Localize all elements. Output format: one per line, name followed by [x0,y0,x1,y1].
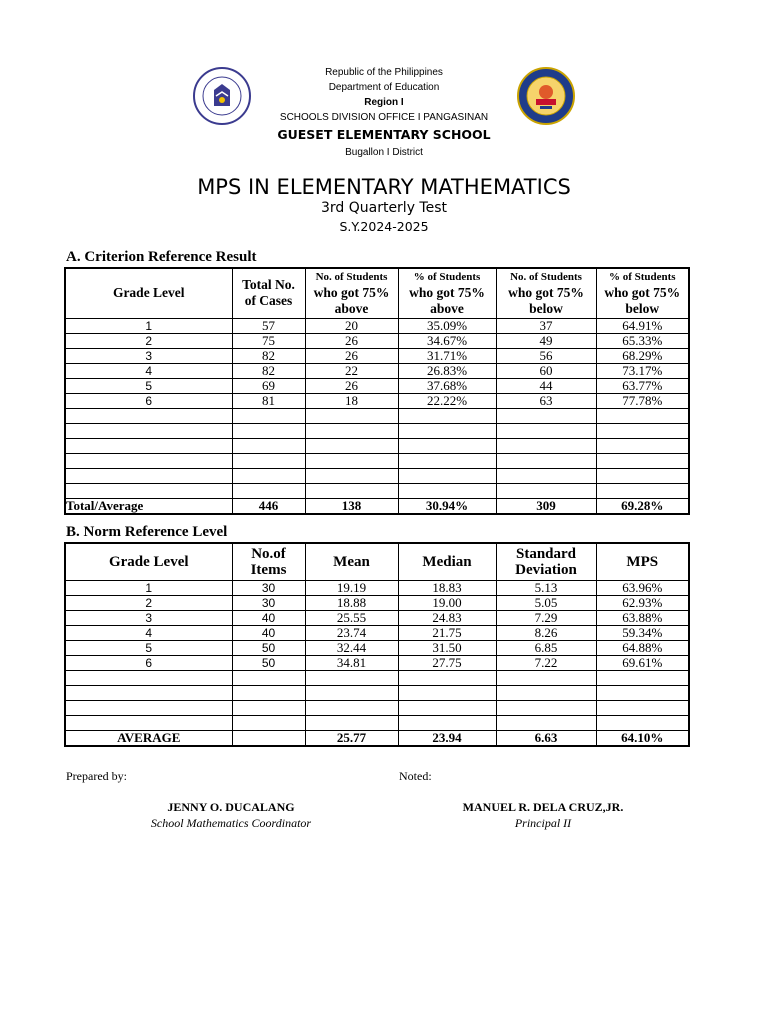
empty-row [65,685,689,700]
total-above: 138 [305,498,398,514]
col-grade-level: Grade Level [65,268,232,318]
table-row [65,318,689,333]
empty-row [65,670,689,685]
header-region: Region I [364,97,404,108]
preparer-name: JENNY O. DUCALANG [167,800,295,814]
empty-row [65,438,689,453]
cell-sd: 5.05 [496,595,596,610]
cell-pct-below: 77.78% [596,393,689,408]
cell-empty [596,453,689,468]
cell-mps: 62.93% [596,595,689,610]
cell-cases: 75 [232,333,305,348]
col-pct-below-b: who got 75% [604,284,681,300]
cell-pct-above: 31.71% [398,348,496,363]
cell-below: 60 [496,363,596,378]
cell-empty [398,438,496,453]
cell-empty [232,715,305,730]
col-no-above [305,268,398,318]
total-label: Total/Average [65,498,232,514]
cell-empty [305,468,398,483]
col-pct-below-a: % of Students [608,270,676,283]
cell-empty [496,700,596,715]
cell-empty [305,408,398,423]
noter-name: MANUEL R. DELA CRUZ,JR. [462,800,624,814]
cell-below: 63 [496,393,596,408]
cell-grade: 3 [65,610,232,625]
cell-pct-below: 65.33% [596,333,689,348]
cell-empty [65,468,232,483]
table-row [65,655,689,670]
cell-empty [65,670,232,685]
total-below: 309 [496,498,596,514]
table-row [65,378,689,393]
cell-median: 19.00 [398,595,496,610]
cell-grade: 5 [65,378,232,393]
section-a-heading: A. Criterion Reference Result [66,249,257,265]
cell-mean: 34.81 [305,655,398,670]
cell-empty [398,670,496,685]
header-department: Department of Education [328,82,440,93]
col-sd-b: Deviation [515,561,577,578]
table-row [65,625,689,640]
cell-empty [305,453,398,468]
cell-empty [232,438,305,453]
cell-pct-below: 73.17% [596,363,689,378]
cell-pct-below: 63.77% [596,378,689,393]
table-row [65,595,689,610]
cell-below: 37 [496,318,596,333]
prepared-by-label: Prepared by: [66,769,127,783]
cell-empty [65,423,232,438]
cell-above: 26 [305,348,398,363]
cell-empty [232,685,305,700]
cell-empty [65,453,232,468]
cell-empty [398,715,496,730]
cell-cases: 69 [232,378,305,393]
col-pct-above-c: above [430,300,464,316]
norm-table [64,542,690,747]
cell-grade: 6 [65,655,232,670]
cell-cases: 82 [232,348,305,363]
cell-pct-above: 22.22% [398,393,496,408]
col-no-below-a: No. of Students [510,270,582,283]
cell-empty [496,670,596,685]
col-no-below-c: below [529,300,563,316]
col-sd-a: Standard [515,545,577,562]
criterion-header-row [65,268,689,318]
average-sd: 6.63 [496,730,596,746]
col-total-a: Total No. [242,277,295,293]
cell-empty [232,408,305,423]
cell-empty [305,715,398,730]
cell-mps: 69.61% [596,655,689,670]
cell-empty [305,423,398,438]
cell-empty [65,483,232,498]
cell-below: 56 [496,348,596,363]
page-subtitle: 3rd Quarterly Test [320,200,448,216]
norm-average-row [65,730,689,746]
cell-mean: 25.55 [305,610,398,625]
cell-empty [398,453,496,468]
cell-above: 26 [305,378,398,393]
criterion-total-row [65,498,689,514]
col-no-above-b: who got 75% [313,284,390,300]
col-pct-above-a: % of Students [413,270,481,283]
cell-grade: 1 [65,318,232,333]
table-row [65,393,689,408]
cell-grade: 4 [65,363,232,378]
cell-items: 50 [232,640,305,655]
cell-empty [232,468,305,483]
cell-empty [305,438,398,453]
empty-row [65,453,689,468]
cell-mean: 18.88 [305,595,398,610]
section-b-heading: B. Norm Reference Level [66,524,228,540]
cell-grade: 4 [65,625,232,640]
total-cases: 446 [232,498,305,514]
cell-empty [596,685,689,700]
cell-empty [398,468,496,483]
cell-empty [232,423,305,438]
col-items-b: Items [250,561,287,578]
header-republic: Republic of the Philippines [325,67,443,78]
total-pct-above: 30.94% [398,498,496,514]
col-total-cases [232,268,305,318]
cell-empty [596,715,689,730]
cell-grade: 6 [65,393,232,408]
cell-mean: 23.74 [305,625,398,640]
cell-above: 26 [305,333,398,348]
cell-mean: 32.44 [305,640,398,655]
col-no-below [496,268,596,318]
col-pct-below-c: below [625,300,660,316]
cell-empty [596,438,689,453]
cell-empty [305,670,398,685]
col-mean: Mean [305,543,398,580]
cell-items: 30 [232,580,305,595]
noted-label: Noted: [399,769,432,783]
cell-sd: 6.85 [496,640,596,655]
table-row [65,333,689,348]
cell-pct-above: 26.83% [398,363,496,378]
cell-pct-below: 68.29% [596,348,689,363]
empty-row [65,483,689,498]
cell-empty [65,715,232,730]
average-mps: 64.10% [596,730,689,746]
empty-row [65,468,689,483]
cell-cases: 81 [232,393,305,408]
cell-empty [232,483,305,498]
cell-median: 27.75 [398,655,496,670]
cell-empty [65,700,232,715]
cell-above: 20 [305,318,398,333]
col-grade-level: Grade Level [65,543,232,580]
cell-empty [496,438,596,453]
cell-mean: 19.19 [305,580,398,595]
cell-empty [398,685,496,700]
cell-sd: 8.26 [496,625,596,640]
empty-row [65,715,689,730]
cell-empty [496,685,596,700]
cell-pct-above: 34.67% [398,333,496,348]
cell-median: 24.83 [398,610,496,625]
col-mps: MPS [596,543,689,580]
cell-grade: 1 [65,580,232,595]
cell-empty [496,408,596,423]
cell-items: 40 [232,610,305,625]
col-total-b: of Cases [244,293,293,309]
cell-empty [65,408,232,423]
cell-mps: 63.88% [596,610,689,625]
school-name: GUESET ELEMENTARY SCHOOL [277,127,491,142]
cell-items: 40 [232,625,305,640]
cell-empty [596,700,689,715]
page-title: MPS IN ELEMENTARY MATHEMATICS [197,175,571,199]
cell-pct-below: 64.91% [596,318,689,333]
cell-empty [305,483,398,498]
cell-empty [496,423,596,438]
cell-median: 18.83 [398,580,496,595]
table-row [65,610,689,625]
cell-median: 31.50 [398,640,496,655]
table-row [65,580,689,595]
cell-empty [232,670,305,685]
col-no-above-a: No. of Students [315,270,388,283]
col-no-below-b: who got 75% [508,284,584,300]
empty-row [65,408,689,423]
cell-mps: 64.88% [596,640,689,655]
table-row [65,348,689,363]
table-row [65,363,689,378]
cell-empty [232,453,305,468]
norm-header-row [65,543,689,580]
criterion-table [64,267,690,515]
cell-above: 22 [305,363,398,378]
cell-empty [398,483,496,498]
cell-sd: 7.29 [496,610,596,625]
cell-mps: 63.96% [596,580,689,595]
col-items [232,543,305,580]
cell-median: 21.75 [398,625,496,640]
average-mean: 25.77 [305,730,398,746]
cell-above: 18 [305,393,398,408]
table-row [65,640,689,655]
cell-sd: 7.22 [496,655,596,670]
noter-title: Principal II [514,816,572,830]
cell-empty [496,483,596,498]
cell-empty [398,700,496,715]
cell-pct-above: 37.68% [398,378,496,393]
cell-empty [305,700,398,715]
header-district: Bugallon I District [345,147,423,158]
empty-row [65,423,689,438]
col-pct-above-b: who got 75% [409,284,485,300]
preparer-title: School Mathematics Coordinator [150,816,312,830]
cell-empty [398,408,496,423]
cell-grade: 2 [65,595,232,610]
cell-empty [596,423,689,438]
col-pct-below [596,268,689,318]
col-no-above-c: above [334,300,369,316]
cell-pct-above: 35.09% [398,318,496,333]
cell-empty [65,685,232,700]
average-items [232,730,305,746]
cell-sd: 5.13 [496,580,596,595]
cell-empty [596,483,689,498]
cell-cases: 57 [232,318,305,333]
col-sd [496,543,596,580]
col-items-a: No.of [251,545,286,562]
cell-empty [496,468,596,483]
cell-empty [596,670,689,685]
cell-empty [596,408,689,423]
average-median: 23.94 [398,730,496,746]
col-median: Median [398,543,496,580]
empty-row [65,700,689,715]
cell-grade: 2 [65,333,232,348]
cell-empty [496,715,596,730]
cell-empty [496,453,596,468]
cell-empty [232,700,305,715]
col-pct-above [398,268,496,318]
cell-empty [398,423,496,438]
cell-grade: 5 [65,640,232,655]
cell-grade: 3 [65,348,232,363]
cell-empty [305,685,398,700]
cell-below: 49 [496,333,596,348]
cell-below: 44 [496,378,596,393]
school-year: S.Y.2024-2025 [339,219,429,234]
cell-empty [65,438,232,453]
header-division: SCHOOLS DIVISION OFFICE I PANGASINAN [279,112,489,123]
average-label: AVERAGE [65,730,232,746]
cell-cases: 82 [232,363,305,378]
cell-items: 30 [232,595,305,610]
cell-items: 50 [232,655,305,670]
total-pct-below: 69.28% [596,498,689,514]
cell-empty [596,468,689,483]
cell-mps: 59.34% [596,625,689,640]
